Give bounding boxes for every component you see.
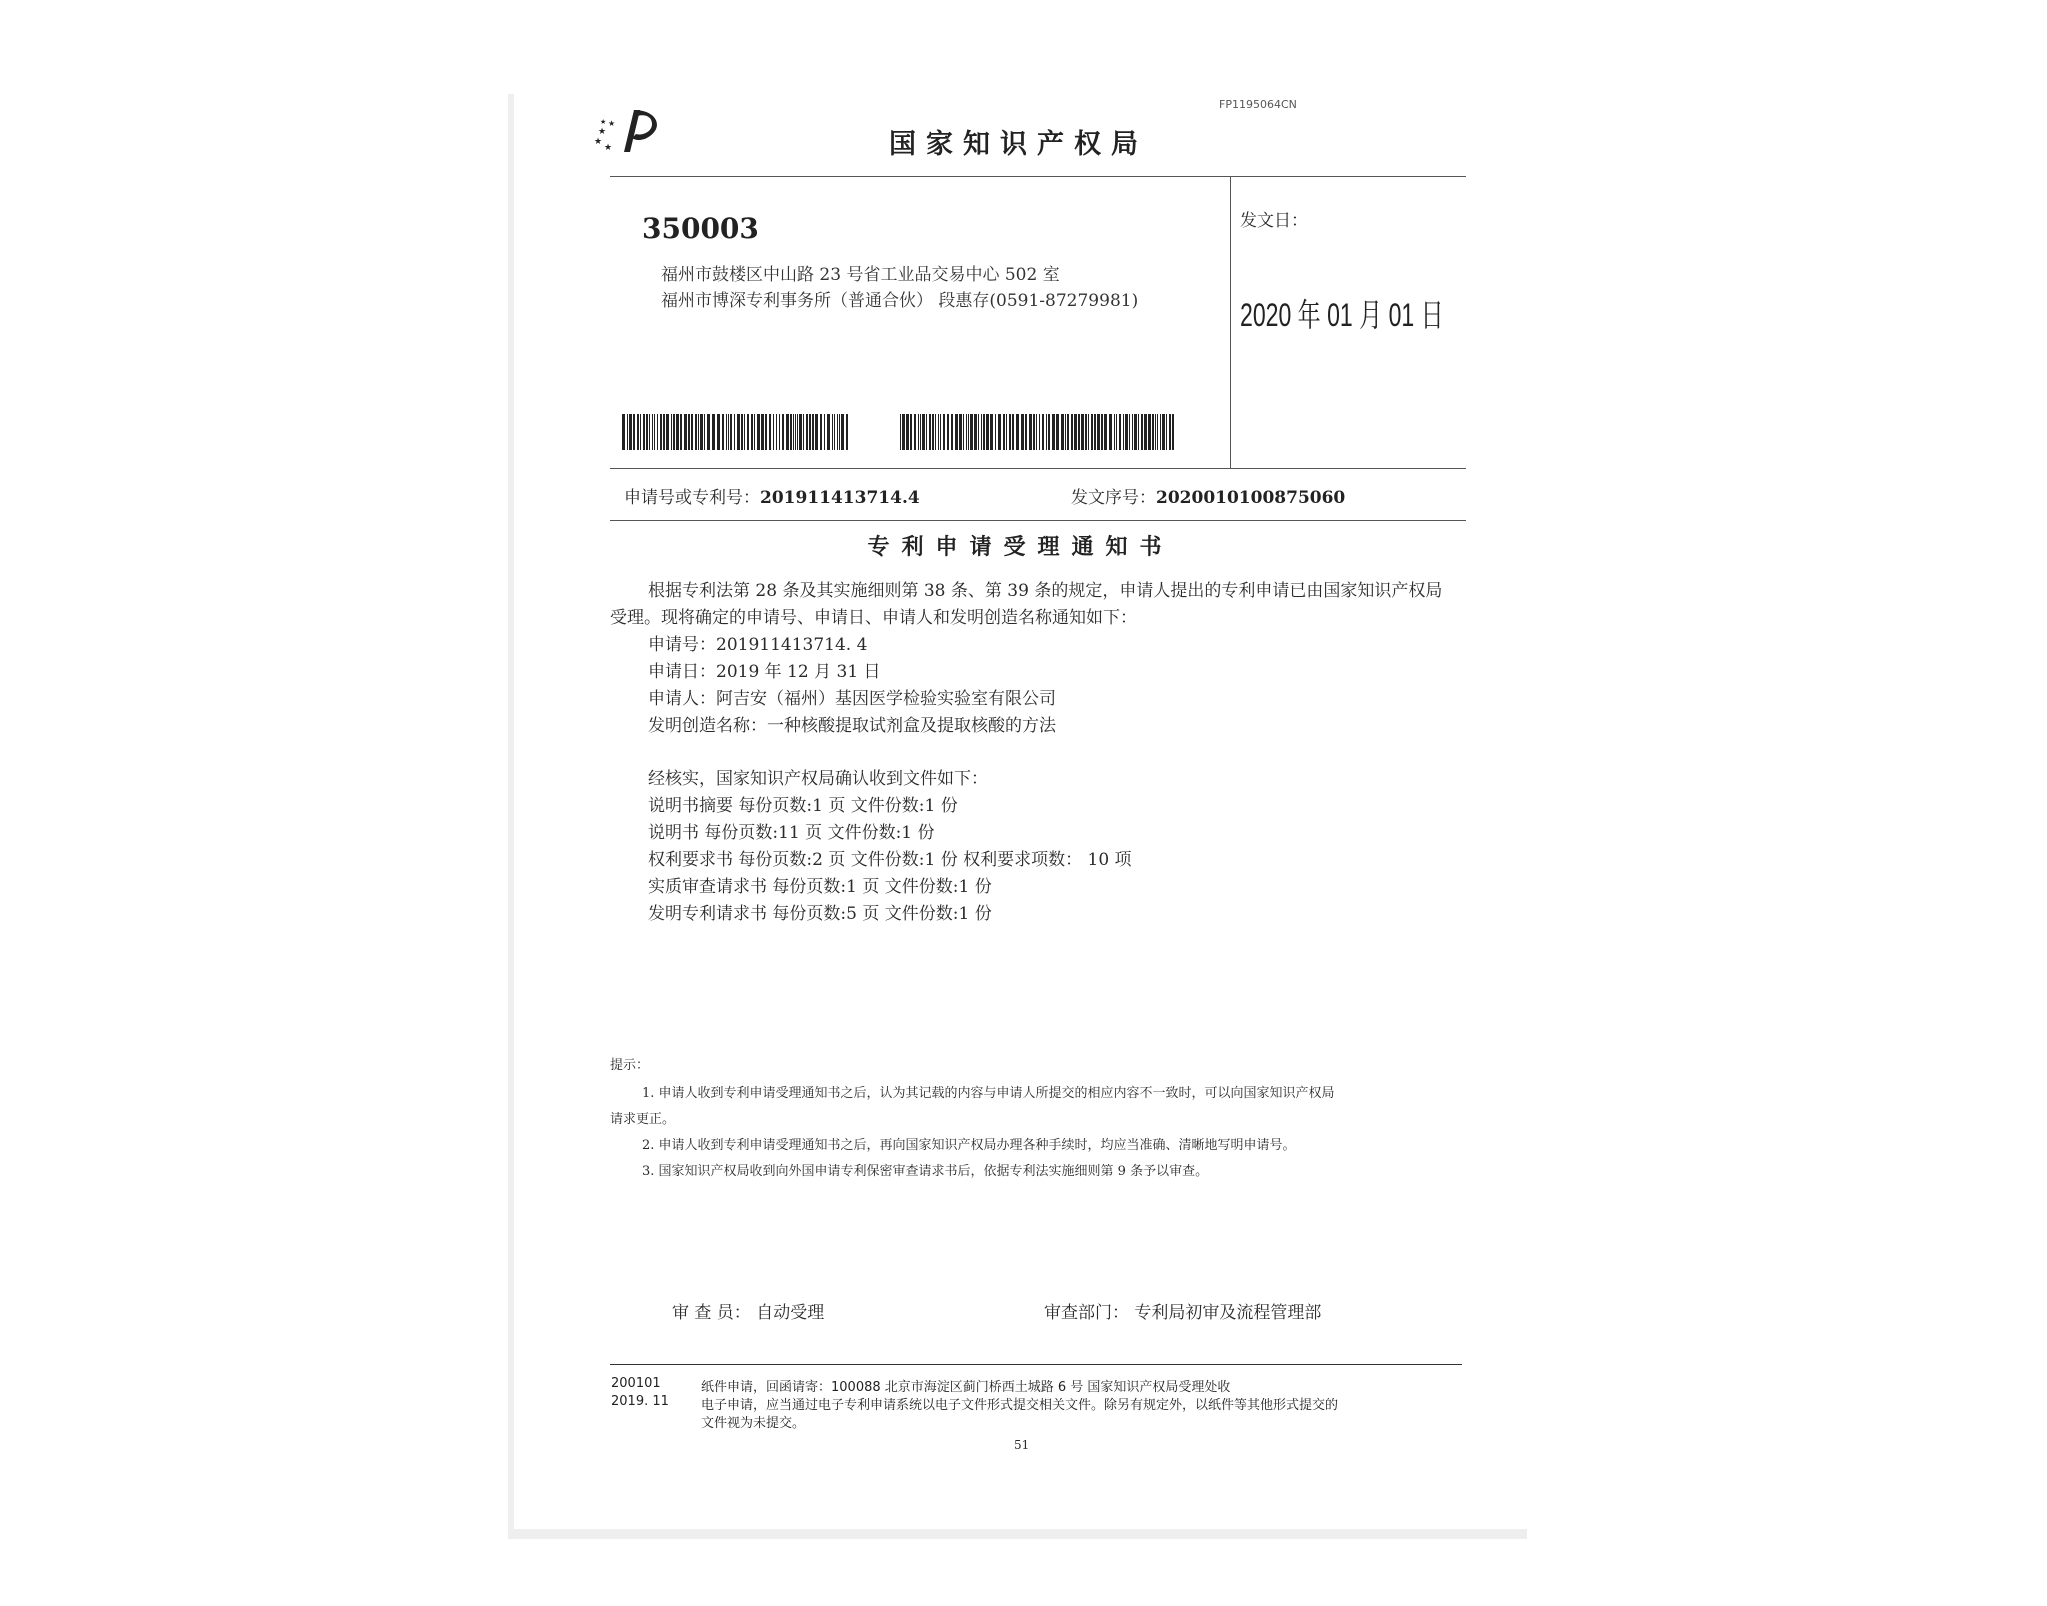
serial-number-label: 发文序号： xyxy=(1071,488,1156,508)
tip-2: 2. 申请人收到专利申请受理通知书之后，再向国家知识产权局办理各种手续时，均应当准确、清晰地写明申请号。 xyxy=(642,1138,1296,1153)
svg-text:★: ★ xyxy=(594,137,603,147)
header-top-rule xyxy=(610,176,1466,177)
serial-number xyxy=(1071,483,1345,508)
svg-text:★: ★ xyxy=(600,118,607,126)
electronic-submission-note: 电子申请，应当通过电子专利申请系统以电子文件形式提交相关文件。除另有规定外，以纸件等其他形式提交的 xyxy=(701,1398,1339,1413)
numbers-rule xyxy=(610,520,1466,521)
paper-submission-note: 纸件申请，回函请寄：100088 北京市海淀区蓟门桥西土城路 6 号 国家知识产权局受理处收 xyxy=(701,1380,1231,1395)
postcode: 350003 xyxy=(642,212,759,245)
received-intro: 经核实，国家知识产权局确认收到文件如下： xyxy=(648,769,988,789)
page-number: 51 xyxy=(1014,1438,1030,1452)
received-doc: 说明书 每份页数:11 页 文件份数:1 份 xyxy=(648,823,935,843)
bureau-name: 国家知识产权局 xyxy=(889,129,1148,160)
header-divider xyxy=(1230,176,1231,468)
tip-1: 1. 申请人收到专利申请受理通知书之后，认为其记载的内容与申请人所提交的相应内容不一致时，可以向国家知识产权局 xyxy=(642,1086,1335,1101)
intro-line-1: 根据专利法第 28 条及其实施细则第 38 条、第 39 条的规定，申请人提出的专利申请已由国家知识产权局 xyxy=(648,581,1443,601)
field-application-number: 申请号：201911413714. 4 xyxy=(648,635,868,655)
issue-date-label: 发文日： xyxy=(1240,211,1308,231)
field-applicant: 申请人：阿吉安（福州）基因医学检验实验室有限公司 xyxy=(648,689,1056,709)
svg-text:★: ★ xyxy=(604,143,613,153)
barcode-right xyxy=(900,414,1176,450)
cnipa-logo xyxy=(594,104,674,160)
received-doc: 发明专利请求书 每份页数:5 页 文件份数:1 份 xyxy=(648,904,992,924)
svg-text:★: ★ xyxy=(598,127,607,137)
notice-title: 专利申请受理通知书 xyxy=(867,535,1174,560)
examiner xyxy=(672,1300,824,1327)
address-line-1: 福州市鼓楼区中山路 23 号省工业品交易中心 502 室 xyxy=(661,265,1060,285)
received-doc: 实质审查请求书 每份页数:1 页 文件份数:1 份 xyxy=(648,877,992,897)
electronic-submission-note-continued: 文件视为未提交。 xyxy=(701,1416,806,1431)
examiner-label: 审 查 员： xyxy=(672,1303,751,1323)
department-label: 审查部门： xyxy=(1044,1303,1129,1323)
tip-1-continued: 请求更正。 xyxy=(610,1112,676,1127)
reference-code: FP1195064CN xyxy=(1219,98,1297,111)
field-application-date: 申请日：2019 年 12 月 31 日 xyxy=(648,662,881,682)
department xyxy=(1044,1300,1321,1327)
footer-rule xyxy=(610,1364,1462,1365)
tips-heading: 提示： xyxy=(610,1058,650,1073)
examiner-value: 自动受理 xyxy=(756,1303,825,1323)
address-line-2: 福州市博深专利事务所（普通合伙） 段惠存(0591-87279981) xyxy=(661,291,1139,311)
received-doc: 说明书摘要 每份页数:1 页 文件份数:1 份 xyxy=(648,796,958,816)
application-number-label: 申请号或专利号： xyxy=(624,488,760,508)
application-number xyxy=(624,483,920,508)
department-value: 专利局初审及流程管理部 xyxy=(1134,1303,1322,1323)
field-invention-title: 发明创造名称：一种核酸提取试剂盒及提取核酸的方法 xyxy=(648,716,1056,736)
form-code: 200101 xyxy=(611,1376,661,1391)
header-bottom-rule xyxy=(610,468,1466,469)
intro-line-2: 受理。现将确定的申请号、申请日、申请人和发明创造名称通知如下： xyxy=(610,608,1137,628)
serial-number-value: 2020010100875060 xyxy=(1156,488,1346,508)
issue-date: 2020 年 01 月 01 日 xyxy=(1240,297,1444,333)
form-version: 2019. 11 xyxy=(611,1394,669,1409)
barcode-left xyxy=(622,414,850,450)
application-number-value: 201911413714.4 xyxy=(760,488,920,508)
tip-3: 3. 国家知识产权局收到向外国申请专利保密审查请求书后，依据专利法实施细则第 9 条予以审查。 xyxy=(642,1164,1209,1179)
received-doc: 权利要求书 每份页数:2 页 文件份数:1 份 权利要求项数： 10 项 xyxy=(648,850,1132,870)
svg-text:★: ★ xyxy=(608,119,616,128)
scanned-document xyxy=(508,94,1527,1539)
